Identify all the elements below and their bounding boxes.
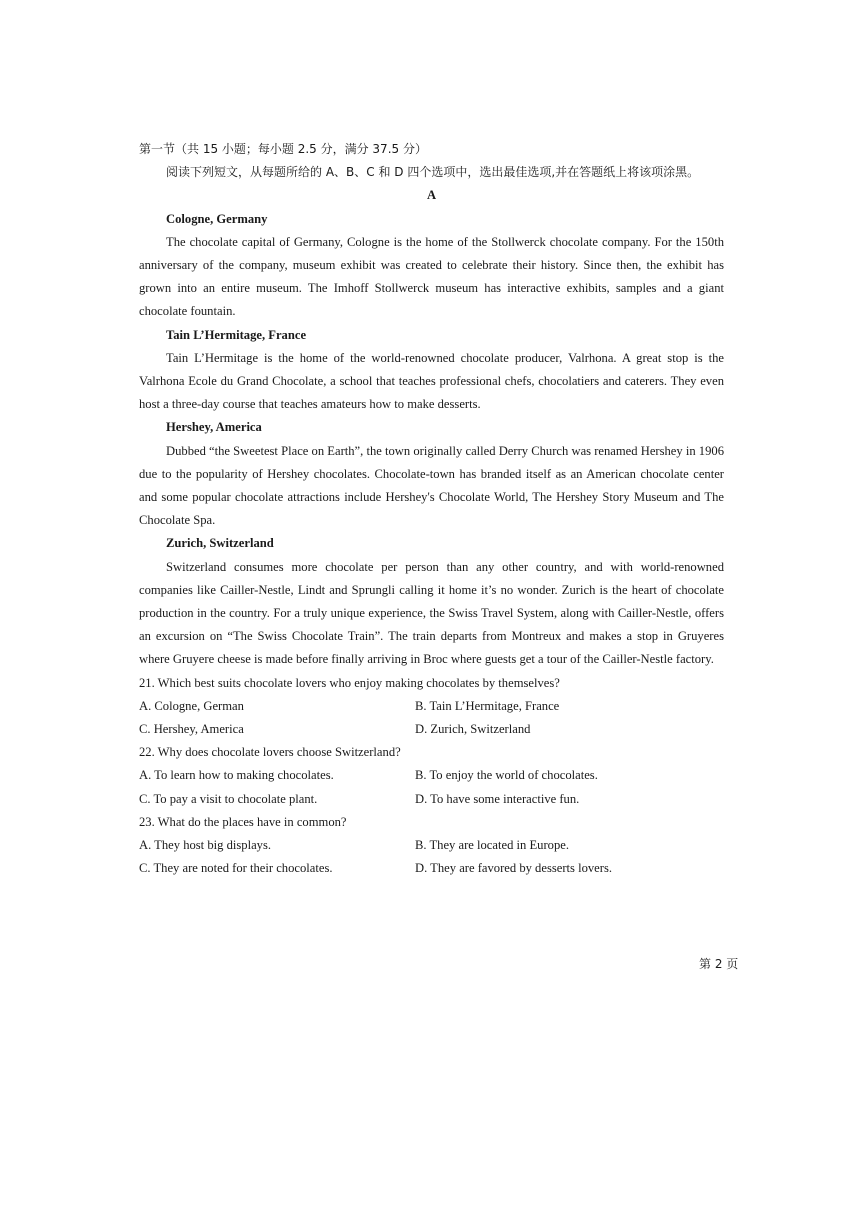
place-text-hershey: Dubbed “the Sweetest Place on Earth”, the town originally called Derry Church was renamed Hershey in 1906 due to the popularity of Hershey chocolates. Chocolate-town has branded itself as an American chocolate center and some popular chocolate attractions include Hershey's Chocolate World, The Hershey Story Museum and The Chocolate Spa. [139,443,724,528]
question-23-options-row-1 [139,834,724,857]
instructions: 阅读下列短文，从每题所给的 A、B、C 和 D 四个选项中，选出最佳选项,并在答题纸上将该项涂黑。 [166,165,700,180]
place-text-zurich: Switzerland consumes more chocolate per person than any other country, and with world-renowned companies like Cailler-Nestle, Lindt and Sprungli calling it home it’s no wonder. Zurich is the heart of chocolate production in the country. For a truly unique experience, the Swiss Travel System, along with Cailler-Nestle, offers an excursion on “The Swiss Chocolate Train”. The train departs from Montreux and makes a stop in Gruyeres where Gruyere cheese is made before finally arriving in Broc where guests get a tour of the Cailler-Nestle factory. [139,559,724,667]
place-heading-tain: Tain L’Hermitage, France [166,327,307,342]
question-22-options-row-1 [139,764,724,787]
question-21-option-b: B. Tain L’Hermitage, France [415,698,560,713]
question-22-stem: 22. Why does chocolate lovers choose Switzerland? [139,745,401,760]
question-21-option-d: D. Zurich, Switzerland [415,722,531,737]
question-22-options-row-2 [139,788,724,811]
question-23-option-a: A. They host big displays. [139,838,272,853]
question-21-option-a: A. Cologne, German [139,698,244,713]
question-22-option-b: B. To enjoy the world of chocolates. [415,768,598,783]
place-heading-cologne: Cologne, Germany [166,211,268,226]
question-22-option-d: D. To have some interactive fun. [415,791,580,806]
place-heading-zurich: Zurich, Switzerland [166,536,274,551]
question-21-stem: 21. Which best suits chocolate lovers who enjoy making chocolates by themselves? [139,675,560,690]
place-text-tain: Tain L’Hermitage is the home of the world-renowned chocolate producer, Valrhona. A great stop is the Valrhona Ecole du Grand Chocolate, a school that teaches professional chefs, chocolatiers and caterers. They even host a three-day course that teaches amateurs how to make desserts. [139,350,724,412]
question-22-option-c: C. To pay a visit to chocolate plant. [139,791,318,806]
question-21-option-c: C. Hershey, America [139,722,244,737]
exam-page [139,138,724,881]
question-23-stem: 23. What do the places have in common? [139,814,347,829]
question-23-option-b: B. They are located in Europe. [415,838,569,853]
section-header: 第一节（共 15 小题；每小题 2.5 分，满分 37.5 分） [139,142,427,156]
passage-label: A [426,188,437,203]
question-22-option-a: A. To learn how to making chocolates. [139,768,334,783]
question-21-options-row-2 [139,718,724,741]
question-23-option-d: D. They are favored by desserts lovers. [415,861,613,876]
question-21-options-row-1 [139,695,724,718]
question-23-option-c: C. They are noted for their chocolates. [139,861,333,876]
page-number: 第 2 页 [699,957,739,971]
place-heading-hershey: Hershey, America [166,420,262,435]
question-23-options-row-2 [139,857,724,880]
place-text-cologne: The chocolate capital of Germany, Cologne is the home of the Stollwerck chocolate company. For the 150th anniversary of the company, museum exhibit was created to celebrate their history. Since then, the exhibit has grown into an entire museum. The Imhoff Stollwerck museum has interactive exhibits, samples and a giant chocolate fountain. [139,234,724,319]
